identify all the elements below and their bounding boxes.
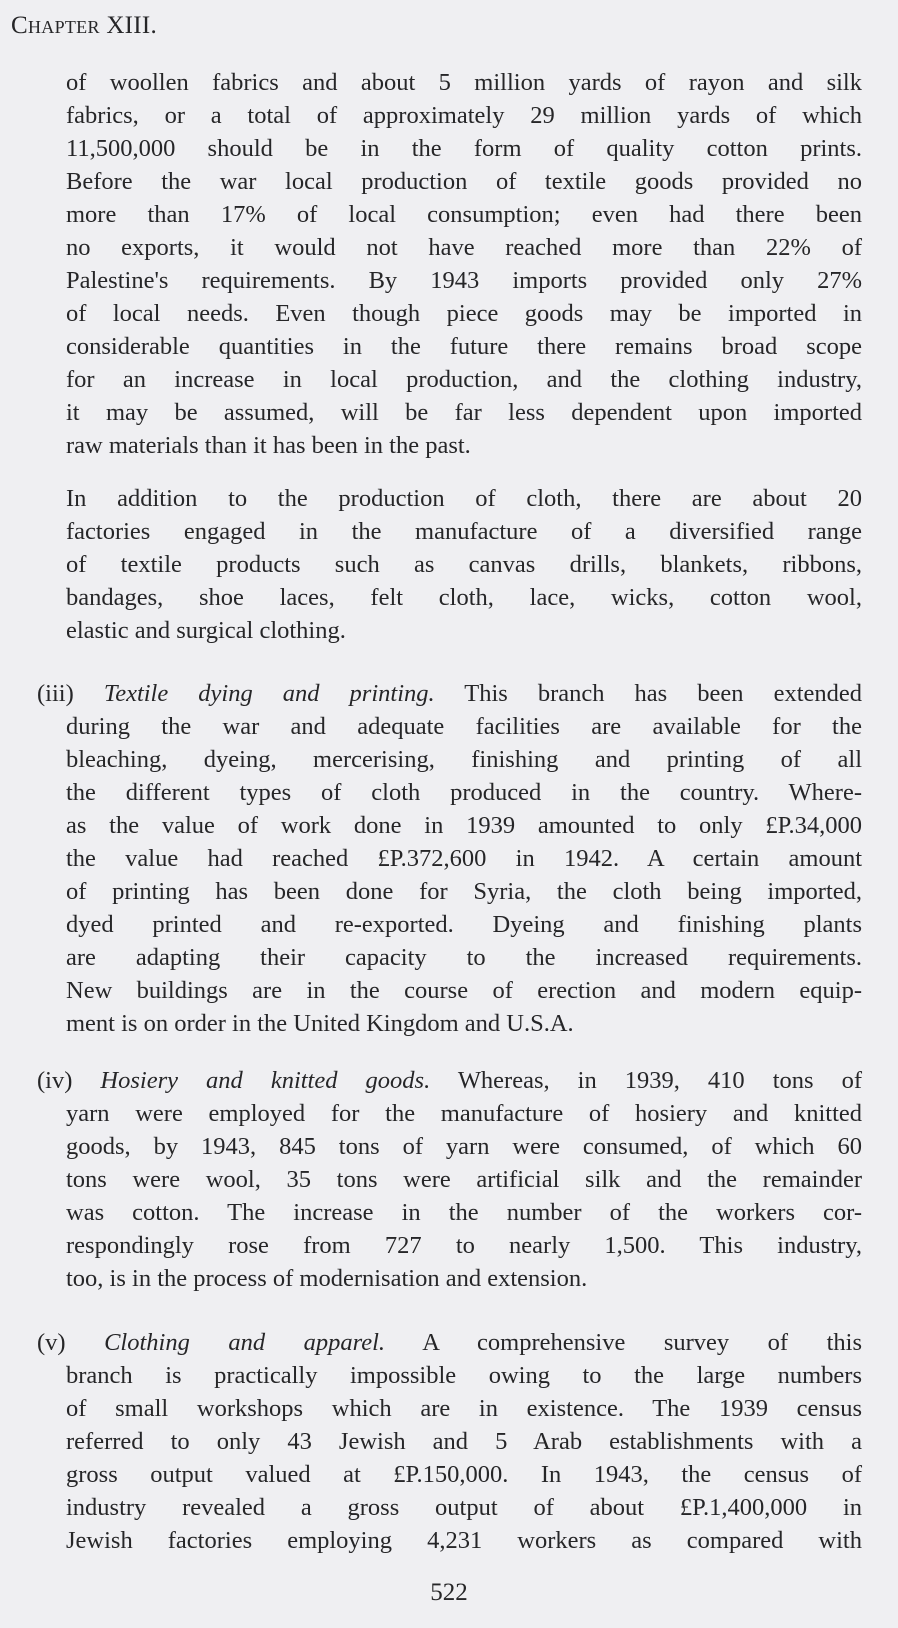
section-title: Textile dying and printing.	[103, 680, 435, 707]
text-line: industry revealed a gross output of about £P.1,400,000 in	[66, 1494, 862, 1521]
text-line: referred to only 43 Jewish and 5 Arab establishments with a	[66, 1428, 862, 1455]
text-line: the different types of cloth produced in the country. Where-	[66, 779, 862, 806]
text-run: This branch has been extended	[464, 680, 862, 707]
section-heading-line	[37, 1326, 862, 1359]
section-title: Hosiery and knitted goods.	[100, 1067, 431, 1094]
text-line: Before the war local production of textile goods provided no	[66, 168, 862, 195]
text-line: are adapting their capacity to the increased requirements.	[66, 944, 862, 971]
text-line: tons were wool, 35 tons were artificial silk and the remainder	[66, 1166, 862, 1193]
section-v-clothing	[37, 1326, 862, 1557]
text-line: as the value of work done in 1939 amounted to only £P.34,000	[66, 812, 862, 839]
text-line: was cotton. The increase in the number of the workers cor-	[66, 1199, 862, 1226]
text-line: yarn were employed for the manufacture of hosiery and knitted	[66, 1100, 862, 1127]
text-line: bleaching, dyeing, mercerising, finishing and printing of all	[66, 746, 862, 773]
text-line: bandages, shoe laces, felt cloth, lace, wicks, cotton wool,	[66, 584, 862, 611]
text-line: gross output valued at £P.150,000. In 1943, the census of	[66, 1461, 862, 1488]
section-number: (iv)	[37, 1067, 73, 1094]
text-line: In addition to the production of cloth, there are about 20	[66, 485, 862, 512]
text-line: respondingly rose from 727 to nearly 1,500. This industry,	[66, 1232, 862, 1259]
text-line: of woollen fabrics and about 5 million yards of rayon and silk	[66, 69, 862, 96]
text-line: it may be assumed, will be far less dependent upon imported	[66, 399, 862, 426]
text-line: branch is practically impossible owing to the large numbers	[66, 1362, 862, 1389]
section-number: (iii)	[37, 680, 74, 707]
text-line: considerable quantities in the future there remains broad scope	[66, 333, 862, 360]
text-line: of printing has been done for Syria, the cloth being imported,	[66, 878, 862, 905]
text-line: 11,500,000 should be in the form of quality cotton prints.	[66, 135, 862, 162]
section-iv-hosiery	[37, 1064, 863, 1295]
section-title: Clothing and apparel.	[104, 1329, 386, 1356]
text-line: no exports, it would not have reached more than 22% of	[66, 234, 862, 261]
text-line: of textile products such as canvas drills, blankets, ribbons,	[66, 551, 862, 578]
text-run: Whereas, in 1939, 410 tons of	[457, 1067, 863, 1094]
paragraph-textile-factories	[66, 482, 862, 647]
paragraph-textile-imports	[66, 66, 862, 462]
text-line: the value had reached £P.372,600 in 1942. A certain amount	[66, 845, 862, 872]
running-header	[11, 12, 157, 40]
text-line: for an increase in local production, and the clothing industry,	[66, 366, 862, 393]
text-line: too, is in the process of modernisation and extension.	[66, 1265, 588, 1292]
text-line: of small workshops which are in existence. The 1939 census	[66, 1395, 862, 1422]
page-number: 522	[430, 1579, 468, 1606]
text-line: elastic and surgical clothing.	[66, 617, 346, 644]
section-heading-line	[37, 1064, 862, 1097]
text-line: New buildings are in the course of erection and modern equip-	[66, 977, 862, 1004]
section-heading-line	[37, 677, 862, 710]
text-line: of local needs. Even though piece goods may be imported in	[66, 300, 862, 327]
text-line: goods, by 1943, 845 tons of yarn were consumed, of which 60	[66, 1133, 862, 1160]
text-line: ment is on order in the United Kingdom and U.S.A.	[66, 1010, 574, 1037]
text-line: Jewish factories employing 4,231 workers as compared with	[66, 1527, 862, 1554]
text-line: factories engaged in the manufacture of a diversified range	[66, 518, 862, 545]
text-line: during the war and adequate facilities are available for the	[66, 713, 862, 740]
text-line: Palestine's requirements. By 1943 imports provided only 27%	[66, 267, 862, 294]
text-line: dyed printed and re-exported. Dyeing and finishing plants	[66, 911, 862, 938]
text-line: raw materials than it has been in the past.	[66, 432, 471, 459]
text-line: fabrics, or a total of approximately 29 million yards of which	[66, 102, 862, 129]
section-number: (v)	[37, 1329, 66, 1356]
section-iii-textile-dying	[37, 677, 862, 1040]
chapter-label: Chapter XIII.	[11, 12, 158, 39]
text-run: A comprehensive survey of this	[422, 1329, 862, 1356]
text-line: more than 17% of local consumption; even had there been	[66, 201, 862, 228]
